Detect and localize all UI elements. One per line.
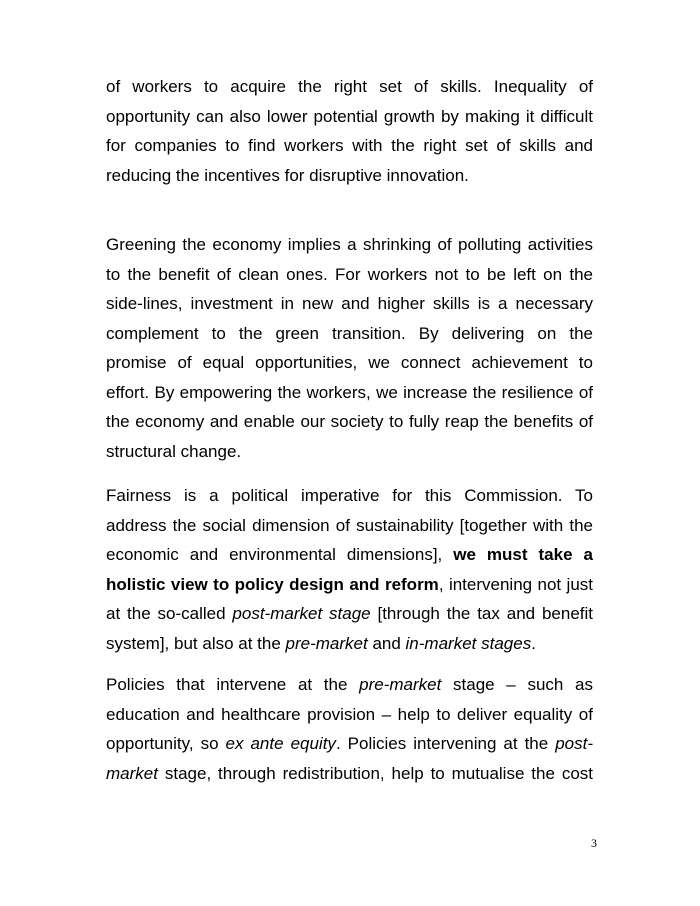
text-line: Policies that intervene at the pre-market stage – such as	[106, 675, 593, 694]
italic-term: post-	[555, 734, 593, 753]
text-line: reducing the incentives for disruptive innovation.	[106, 165, 469, 185]
italic-term: in-market stages	[405, 633, 532, 653]
italic-term: ex ante equity	[225, 734, 336, 753]
text-line: address the social dimension of sustainability [together with the	[106, 515, 593, 535]
italic-term: pre-market	[285, 633, 368, 653]
text-line: of workers to acquire the right set of skills. Inequality of	[106, 77, 593, 96]
bold-phrase: we must take a	[453, 545, 593, 564]
paragraph-2	[106, 230, 593, 466]
text-line: opportunity can also lower potential growth by making it difficult	[106, 106, 593, 126]
paragraph-3	[106, 481, 593, 658]
text-line: structural change.	[106, 441, 242, 461]
italic-term: pre-market	[359, 675, 442, 694]
text-line: education and healthcare provision – help to deliver equality of	[106, 704, 593, 724]
italic-term: market	[106, 763, 158, 783]
text-line: market stage, through redistribution, help to mutualise the cost	[106, 763, 593, 783]
text-line: Greening the economy implies a shrinking of polluting activities	[106, 235, 593, 254]
text-line: the economy and enable our society to fully reap the benefits of	[106, 412, 593, 431]
text-line: promise of equal opportunities, we connect achievement to	[106, 353, 593, 372]
text-line: system], but also at the pre-market and in-market stages.	[106, 633, 536, 653]
text-line: to the benefit of clean ones. For workers not to be left on the	[106, 264, 593, 284]
text-line: complement to the green transition. By delivering on the	[106, 323, 593, 343]
page-number: 3	[591, 836, 597, 850]
text-line: side-lines, investment in new and higher skills is a necessary	[106, 294, 593, 313]
text-line: holistic view to policy design and reform, intervening not just	[106, 574, 593, 594]
text-line: economic and environmental dimensions], we must take a	[106, 545, 593, 564]
italic-term: post-market stage	[232, 604, 371, 623]
paragraph-4	[106, 670, 593, 788]
text-line: for companies to find workers with the right set of skills and	[106, 136, 593, 155]
bold-phrase: holistic view to policy design and reform	[106, 574, 439, 594]
text-line: effort. By empowering the workers, we increase the resilience of	[106, 382, 593, 402]
text-line: at the so-called post-market stage [through the tax and benefit	[106, 604, 594, 623]
text-line: opportunity, so ex ante equity. Policies intervening at the post-	[106, 734, 593, 753]
text-line: Fairness is a political imperative for this Commission. To	[106, 486, 593, 505]
paragraph-1	[106, 72, 593, 190]
